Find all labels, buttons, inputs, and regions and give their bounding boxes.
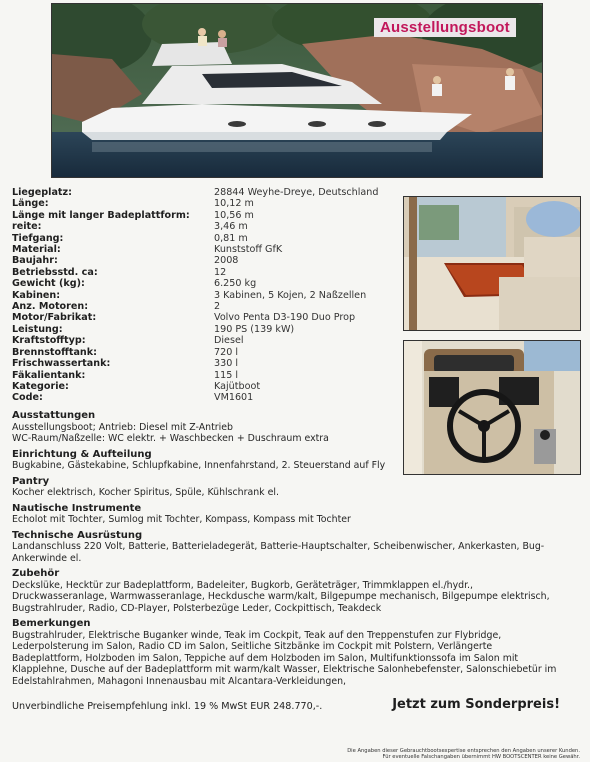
spec-value: 3 Kabinen, 5 Kojen, 2 Naßzellen: [214, 289, 367, 301]
spec-row: [12, 278, 397, 289]
spec-row: [12, 233, 397, 244]
spec-value: 330 l: [214, 358, 239, 370]
spec-value: 0,81 m: [214, 232, 248, 244]
spec-row: [12, 347, 397, 358]
section-title: Zubehör: [12, 568, 60, 579]
spec-value: Volvo Penta D3-190 Duo Prop: [214, 312, 356, 324]
spec-label: Frischwassertank:: [12, 358, 111, 370]
spec-label: Gewicht (kg):: [12, 278, 85, 290]
price-row: [12, 697, 572, 717]
spec-row: [12, 210, 397, 221]
spec-label: Liegeplatz:: [12, 187, 72, 198]
disclaimer-line: Die Angaben dieser Gebrauchtbootsexpertise entsprechen den Angaben unserer Kunden.: [347, 748, 580, 754]
special-price-heading: Jetzt zum Sonderpreis!: [392, 697, 560, 712]
spec-row: [12, 198, 397, 209]
salon-image: [404, 197, 581, 331]
disclaimer-line: Für eventuelle Falschangaben übernimmt HW BOOTSCENTER keine Gewähr.: [382, 754, 580, 761]
salon-photo: [403, 196, 581, 331]
spec-value: 12: [214, 266, 227, 278]
section-body: Landanschluss 220 Volt, Batterie, Batterieladegerät, Batterie-Hauptschalter, Scheibenwischer, Ankerkasten, Bug- Ankerwinde el.: [12, 541, 545, 564]
spec-label: Tiefgang:: [12, 232, 64, 244]
spec-row: [12, 255, 397, 266]
section-title: Pantry: [12, 475, 50, 487]
spec-row: [12, 244, 397, 255]
spec-label: Motor/Fabrikat:: [12, 312, 97, 324]
spec-label: Kabinen:: [12, 289, 61, 301]
section-title: Einrichtung & Aufteilung: [12, 448, 152, 460]
section-title: Nautische Instrumente: [12, 502, 142, 514]
section-body: Echolot mit Tochter, Sumlog mit Tochter, Kompass, Kompass mit Tochter: [12, 514, 351, 525]
spec-label: Leistung:: [12, 323, 63, 335]
spec-value: 720 l: [214, 346, 239, 358]
section-body: Bugstrahlruder, Elektrische Buganker winde, Teak im Cockpit, Teak auf den Treppenstufen zur Flybridge, Lederpolsterung im Salon, Radio CD im Salon, Seitliche Sitzbänke im Cockpit mit Polstern, Verlängerte Badeplattform, Holzboden im Salon, Teppiche auf dem Holzboden im Salon, Multifunktionssofa im Salon mit Klapplehne, Dusche auf der Badeplattform mit warm/kalt Wasser, Elektrische Salonhebefenster, Salonschiebetür im Edelstahlrahmen, Mahagoni Innenausbau mit Alcantara-Verkleidungen,: [12, 629, 557, 687]
spec-value: Kunststoff GfK: [214, 244, 283, 256]
spec-label: Länge mit langer Badeplattform:: [12, 209, 190, 221]
spec-label: Anz. Motoren:: [12, 301, 89, 313]
section-title: Bemerkungen: [12, 618, 91, 629]
spec-row: [12, 312, 397, 323]
section: [12, 410, 572, 445]
section: [12, 503, 572, 526]
spec-row: [12, 392, 397, 403]
section-title: Ausstattungen: [12, 410, 96, 421]
price-text: Unverbindliche Preisempfehlung inkl. 19 % MwSt EUR 248.770,-.: [12, 701, 323, 712]
section: [12, 618, 572, 687]
exhibition-badge: Ausstellungsboot: [374, 18, 516, 37]
section: [12, 530, 572, 565]
hero-photo: [51, 3, 543, 178]
spec-label: Fäkalientank:: [12, 369, 86, 381]
spec-label: Code:: [12, 392, 43, 404]
specifications-list: [12, 187, 397, 404]
spec-label: Kategorie:: [12, 380, 69, 392]
section-body: Kocher elektrisch, Kocher Spiritus, Spüle, Kühlschrank el.: [12, 487, 279, 498]
spec-value: 190 PS (139 kW): [214, 323, 295, 335]
spec-row: [12, 324, 397, 335]
spec-row: [12, 290, 397, 301]
spec-row: [12, 187, 397, 198]
spec-label: Kraftstofftyp:: [12, 335, 86, 347]
spec-label: Betriebsstd. ca:: [12, 266, 98, 278]
spec-label: Baujahr:: [12, 255, 58, 267]
spec-row: [12, 301, 397, 312]
feature-sections: [12, 410, 572, 691]
spec-value: 10,12 m: [214, 198, 254, 210]
spec-row: [12, 381, 397, 392]
spec-value: 2008: [214, 255, 239, 267]
section-body: Deckslüke, Hecktür zur Badeplattform, Badeleiter, Bugkorb, Geräteträger, Trimmklappen el./hydr., Druckwasseranlage, Warmwasseranlage, Heckdusche warm/kalt, Bilgepumpe mechanisch, Bilgepumpe elektrisch, Bugstrahlruder, Radio, CD-Player, Polsterbezüge Leder, Cockpittisch, Teakdeck: [12, 579, 550, 614]
section-body: Bugkabine, Gästekabine, Schlupfkabine, Innenfahrstand, 2. Steuerstand auf Fly: [12, 460, 386, 471]
spec-label: Länge:: [12, 198, 49, 210]
spec-value: 10,56 m: [214, 209, 254, 221]
spec-row: [12, 335, 397, 346]
spec-value: Kajütboot: [214, 380, 261, 392]
spec-value: 3,46 m: [214, 221, 248, 233]
section-body: Ausstellungsboot; Antrieb: Diesel mit Z-Antrieb WC-Raum/Naßzelle: WC elektr. + Waschbecken + Duschraum extra: [12, 421, 329, 444]
spec-value: 115 l: [214, 369, 239, 381]
section: [12, 449, 572, 472]
spec-row: [12, 267, 397, 278]
spec-row: [12, 358, 397, 369]
spec-label: Brennstofftank:: [12, 346, 97, 358]
spec-value: 6.250 kg: [214, 278, 257, 290]
spec-label: reite:: [12, 221, 42, 233]
disclaimer: [340, 748, 580, 760]
spec-row: [12, 221, 397, 232]
section: [12, 568, 572, 614]
section: [12, 476, 572, 499]
spec-value: Diesel: [214, 335, 244, 347]
spec-value: 2: [214, 301, 221, 313]
spec-label: Material:: [12, 244, 61, 256]
spec-value: VM1601: [214, 392, 254, 404]
spec-row: [12, 370, 397, 381]
section-title: Technische Ausrüstung: [12, 529, 143, 541]
spec-value: 28844 Weyhe-Dreye, Deutschland: [214, 187, 379, 198]
